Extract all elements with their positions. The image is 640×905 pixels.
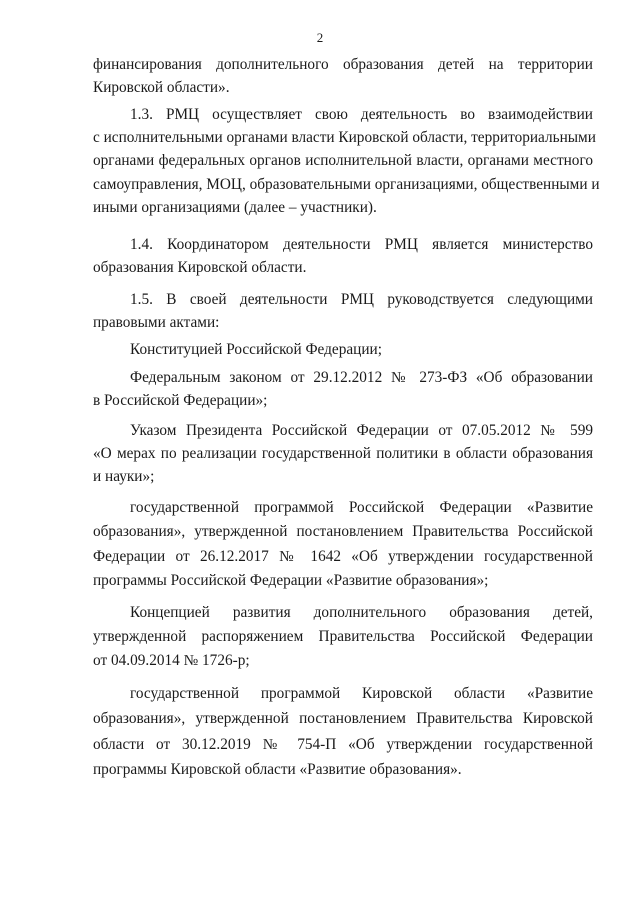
text-line: государственной программой Кировской области «Развитие xyxy=(130,685,593,702)
text-line: образования Кировской области. xyxy=(93,259,307,276)
text-line: образования», утвержденной постановлением Правительства Кировской xyxy=(93,710,593,727)
text-line: программы Кировской области «Развитие образования». xyxy=(93,761,462,778)
text-line: «О мерах по реализации государственной политики в области образования xyxy=(93,445,593,462)
page-number: 2 xyxy=(316,30,324,45)
text-line: Федеральным законом от 29.12.2012 № 273-ФЗ «Об образовании xyxy=(130,369,593,386)
text-line: и науки»; xyxy=(93,468,155,485)
text-line: иными организациями (далее – участники). xyxy=(93,199,377,216)
text-line: утвержденной распоряжением Правительства Российской Федерации xyxy=(93,628,593,645)
text-line: 1.5. В своей деятельности РМЦ руководствуется следующими xyxy=(130,291,593,308)
text-line: органами федеральных органов исполнительной власти, органами местного xyxy=(93,152,593,169)
text-line: государственной программой Российской Федерации «Развитие xyxy=(130,499,593,516)
text-line: Федерации от 26.12.2017 № 1642 «Об утверждении государственной xyxy=(93,548,593,565)
text-line: 1.4. Координатором деятельности РМЦ является министерство xyxy=(130,236,593,253)
text-line: самоуправления, МОЦ, образовательными организациями, общественными и xyxy=(93,176,600,193)
text-line: Кировской области». xyxy=(93,79,230,96)
text-line: образования», утвержденной постановлением Правительства Российской xyxy=(93,523,593,540)
text-line: Конституцией Российской Федерации; xyxy=(130,341,382,358)
text-line: в Российской Федерации»; xyxy=(93,392,268,409)
text-line: 1.3. РМЦ осуществляет свою деятельность во взаимодействии xyxy=(130,106,593,123)
text-line: программы Российской Федерации «Развитие образования»; xyxy=(93,572,489,589)
text-line: с исполнительными органами власти Кировской области, территориальными xyxy=(93,129,596,146)
text-line: финансирования дополнительного образования детей на территории xyxy=(93,56,593,73)
text-line: от 04.09.2014 № 1726-р; xyxy=(93,652,250,669)
text-line: Концепцией развития дополнительного образования детей, xyxy=(130,604,593,621)
text-line: правовыми актами: xyxy=(93,314,220,331)
text-line: области от 30.12.2019 № 754-П «Об утверждении государственной xyxy=(93,736,593,753)
text-line: Указом Президента Российской Федерации от 07.05.2012 № 599 xyxy=(130,422,593,439)
